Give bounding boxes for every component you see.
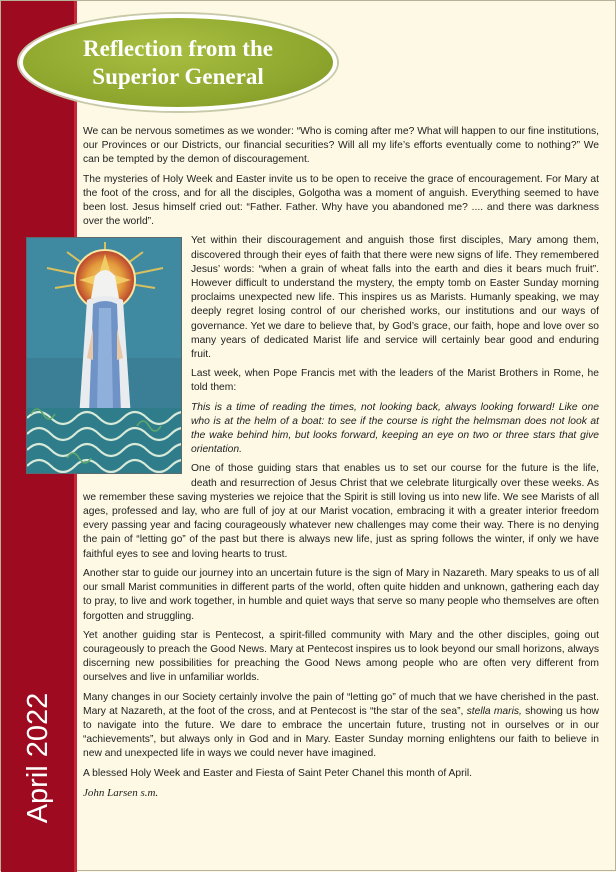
paragraph-5: One of those guiding stars that enables us to set our course for the future is the life, death and resurrection of Jesus Christ that we celebrate liturgically over these weeks. As we remember these saving mysteries we rejoice that the Spirit is still loving us into new life. We see Marists of all ages, professed and lay, who are full of joy at our Marist vocation, embracing it with a greater interior freedom every passing year and facing courageously whatever new challenges may come their way. There is no denying the pain of “letting go” of the past but there is always new life, just as spring follows the winter, if only we have faithful eyes to see and loving hearts to trust. [83,463,599,560]
pope-quote: This is a time of reading the times, not looking back, always looking forward! Like one who is at the helm of a boat: to see if the course is right the helmsman does not look at the wake behind him, but looks forward, keeping an eye on two or three stars that give orientation. [191,401,599,456]
title-line-2: Superior General [92,63,264,89]
article-body [83,125,599,805]
title-banner [19,14,337,111]
paragraph-9: A blessed Holy Week and Easter and Fiesta of Saint Peter Chanel this month of April. [83,767,473,779]
stella-maris-phrase: stella maris, [466,705,522,717]
paragraph-4: Last week, when Pope Francis met with the leaders of the Marist Brothers in Rome, he told them: [191,368,599,394]
paragraph-3: Yet within their discouragement and anguish those first disciples, Mary among them, discovered through their eyes of faith that there were new signs of life. They remembered Jesus’ words: “when a grain of wheat falls into the earth and dies it bears much fruit”. However difficult to understand the mystery, the empty tomb on Easter Sunday morning proclaims unexpected new life. This inspires us as Marists. Humanly speaking, we may deeply regret losing control of our cherished works, our institutions and our ways of governance. Yet we dare to believe that, by God’s grace, our faith, hope and love over so many years of dedicated Marist life and service will certainly bear good and enduring fruit. [191,235,599,361]
paragraph-8 [83,691,599,762]
paragraph-8-end: showing us how to navigate into the future. We dare to embrace the uncertain future, trusting not in ourselves or in our “achievements”, but always only in God and in Mary. Easter Sunday morning enlightens our faith to believe in new and unexpected life in ways we could never have imagined. [83,705,599,760]
paragraph-6: Another star to guide our journey into an uncertain future is the sign of Mary in Nazareth. Mary speaks to us of all our small Marist communities in different parts of the world, often quite hidden and unknown, gathering each day to pray, to live and work together, in humble and quiet ways that serve so many people who themselves are often forgotten and struggling. [83,567,599,622]
mary-star-of-the-sea-icon [26,237,182,474]
paragraph-8-start: Many changes in our Society certainly involve the pain of “letting go” of much that we have cherished in the past. Mary at Nazareth, at the foot of the cross, and at Pentecost is “the star of the sea”, [83,691,599,717]
paragraph-7: Yet another guiding star is Pentecost, a spirit-filled community with Mary and the other disciples, going out courageously to preach the Good News. Mary at Pentecost inspires us to look beyond our small horizons, always discerning new possibilities for preaching the Good News among people who are often very different from ourselves and live in unfamiliar worlds. [83,629,599,684]
paragraph-1: We can be nervous sometimes as we wonder: “Who is coming after me? What will happen to our fine institutions, our Provinces or our Districts, our financial securities? Will all my life’s efforts eventually come to nothing?” We can be tempted by the demon of discouragement. [83,126,599,166]
month-label: April 2022 [22,692,54,824]
title-line-1: Reflection from the [83,35,273,61]
signature: John Larsen s.m. [83,786,159,799]
paragraph-2: The mysteries of Holy Week and Easter invite us to be open to receive the grace of encouragement. For Mary at the foot of the cross, and for all the disciples, Golgotha was a moment of anguish. Everything seemed to have been lost. Jesus himself cried out: “Father. Father. Why have you abandoned me? .... and there was darkness over the world”. [83,173,599,228]
